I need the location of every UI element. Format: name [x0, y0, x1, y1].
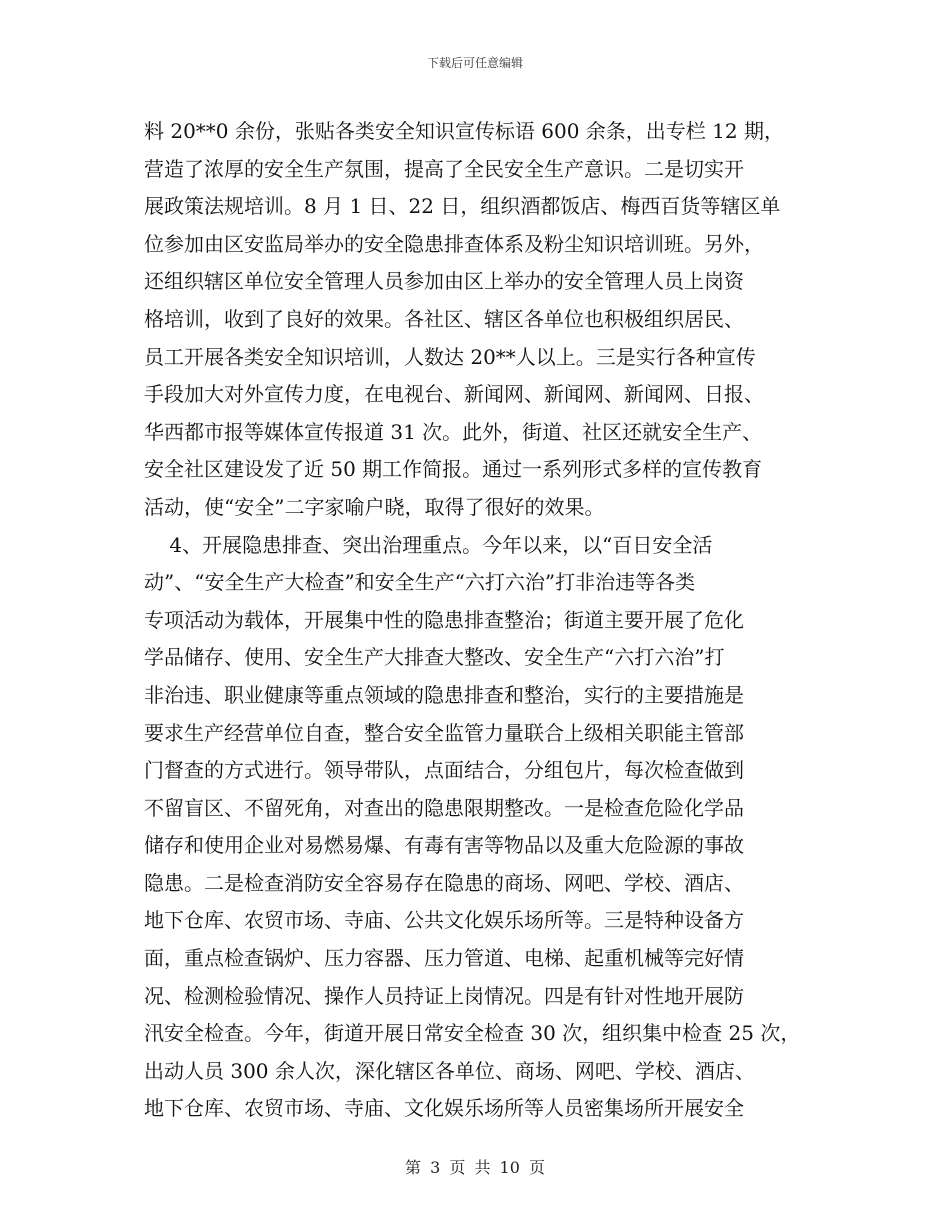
text-line: 隐患。二是检查消防安全容易存在隐患的商场、网吧、学校、酒店、: [144, 870, 744, 895]
text-line: 格培训，收到了良好的效果。各社区、辖区各单位也积极组织居民、: [144, 306, 744, 331]
text-line: 展政策法规培训。8 月 1 日、22 日，组织酒都饭店、梅西百货等辖区单: [144, 194, 781, 219]
text-line: 门督查的方式进行。领导带队，点面结合，分组包片，每次检查做到: [144, 758, 744, 783]
text-line: 安全社区建设发了近 50 期工作简报。通过一系列形式多样的宣传教育: [144, 457, 763, 482]
text-line: 料 20**0 余份，张贴各类安全知识宣传标语 600 余条，出专栏 12 期，: [144, 119, 784, 143]
text-line: 出动人员 300 余人次，深化辖区各单位、商场、网吧、学校、酒店、: [144, 1058, 755, 1083]
text-line: 学品储存、使用、安全生产大排查大整改、安全生产“六打六治”打: [144, 645, 725, 670]
text-line: 4、开展隐患排查、突出治理重点。今年以来，以“百日安全活: [144, 532, 713, 557]
body-text: [144, 113, 824, 1128]
text-line: 地下仓库、农贸市场、寺庙、公共文化娱乐场所等。三是特种设备方: [144, 908, 744, 933]
text-line: 地下仓库、农贸市场、寺庙、文化娱乐场所等人员密集场所开展安全: [144, 1096, 744, 1121]
page-footer: 第 3 页 共 10 页: [405, 1158, 545, 1177]
text-line: 员工开展各类安全知识培训，人数达 20**人以上。三是实行各种宣传: [144, 344, 756, 369]
text-line: 营造了浓厚的安全生产氛围，提高了全民安全生产意识。二是切实开: [144, 156, 744, 181]
text-line: 活动，使“安全”二字家喻户晓，取得了很好的效果。: [144, 494, 605, 519]
text-line: 华西都市报等媒体宣传报道 31 次。此外，街道、社区还就安全生产、: [144, 419, 763, 444]
text-line: 动”、“安全生产大检查”和安全生产“六打六治”打非治违等各类: [144, 570, 696, 595]
text-line: 非治违、职业健康等重点领域的隐患排查和整治，实行的主要措施是: [144, 682, 744, 707]
text-line: 汛安全检查。今年，街道开展日常安全检查 30 次，组织集中检查 25 次，: [144, 1021, 801, 1046]
text-line: 专项活动为载体，开展集中性的隐患排查整治；街道主要开展了危化: [144, 607, 744, 632]
text-line: 储存和使用企业对易燃易爆、有毒有害等物品以及重大危险源的事故: [144, 833, 744, 858]
text-line: 况、检测检验情况、操作人员持证上岗情况。四是有针对性地开展防: [144, 983, 744, 1008]
text-line: 面，重点检查锅炉、压力容器、压力管道、电梯、起重机械等完好情: [144, 946, 744, 971]
text-line: 手段加大对外宣传力度，在电视台、新闻网、新闻网、新闻网、日报、: [144, 382, 764, 407]
text-line: 还组织辖区单位安全管理人员参加由区上举办的安全管理人员上岗资: [144, 269, 744, 294]
text-line: 要求生产经营单位自查，整合安全监管力量联合上级相关职能主管部: [144, 720, 744, 745]
page-header: 下载后可任意编辑: [426, 56, 523, 70]
text-line: 位参加由区安监局举办的安全隐患排查体系及粉尘知识培训班。另外，: [144, 231, 764, 256]
text-line: 不留盲区、不留死角，对查出的隐患限期整改。一是检查危险化学品: [144, 795, 744, 820]
